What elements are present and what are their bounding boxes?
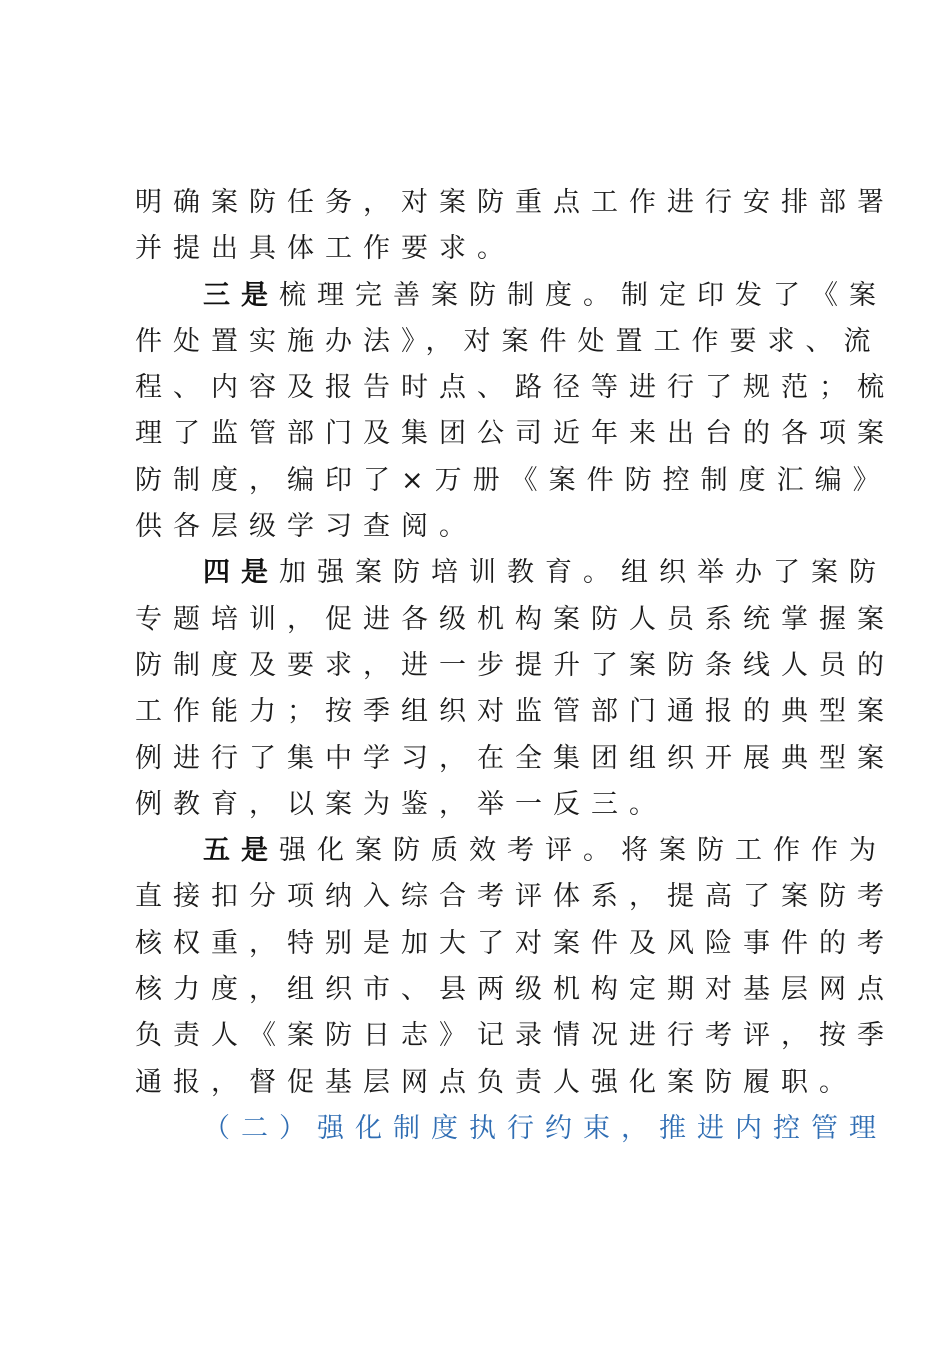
text-line-6: 理了监管部门及集团公司近年来出台的各项案 — [135, 418, 895, 450]
text-line-2: 并提出具体工作要求。 — [135, 233, 515, 265]
section-heading: （二）强化制度执行约束，推进内控管理 — [203, 1112, 887, 1144]
text-line-20: 通报，督促基层网点负责人强化案防履职。 — [135, 1066, 857, 1098]
paragraph-lead-three: 三是 — [203, 279, 279, 311]
paragraph-text: 强化案防质效考评。将案防工作作为 — [279, 835, 887, 867]
text-line-19: 负责人《案防日志》记录情况进行考评，按季 — [135, 1020, 895, 1052]
text-line-14: 例教育，以案为鉴，举一反三。 — [135, 788, 667, 820]
text-line-5: 程、内容及报告时点、路径等进行了规范；梳 — [135, 372, 895, 404]
paragraph-text: 加强案防培训教育。组织举办了案防 — [279, 557, 887, 589]
body-text — [135, 180, 895, 1152]
paragraph-lead-five: 五是 — [203, 835, 279, 867]
paragraph-three-first-line — [135, 273, 887, 319]
text-line-18: 核力度，组织市、县两级机构定期对基层网点 — [135, 974, 895, 1006]
paragraph-five-first-line — [135, 828, 887, 874]
text-line-12: 工作能力；按季组织对监管部门通报的典型案 — [135, 696, 895, 728]
text-line-13: 例进行了集中学习，在全集团组织开展典型案 — [135, 742, 895, 774]
text-line-17: 核权重，特别是加大了对案件及风险事件的考 — [135, 927, 895, 959]
paragraph-lead-four: 四是 — [203, 557, 279, 589]
text-line-7: 防制度，编印了×万册《案件防控制度汇编》 — [135, 464, 891, 496]
text-line-11: 防制度及要求，进一步提升了案防条线人员的 — [135, 649, 895, 681]
paragraph-four-first-line — [135, 550, 887, 596]
text-line-1: 明确案防任务，对案防重点工作进行安排部署 — [135, 187, 895, 218]
text-line-10: 专题培训，促进各级机构案防人员系统掌握案 — [135, 603, 895, 635]
text-line-4: 件处置实施办法》，对案件处置工作要求、流 — [135, 325, 882, 357]
paragraph-text: 梳理完善案防制度。制定印发了《案 — [279, 279, 887, 311]
text-line-8: 供各层级学习查阅。 — [135, 511, 477, 543]
text-line-16: 直接扣分项纳入综合考评体系，提高了案防考 — [135, 881, 895, 913]
